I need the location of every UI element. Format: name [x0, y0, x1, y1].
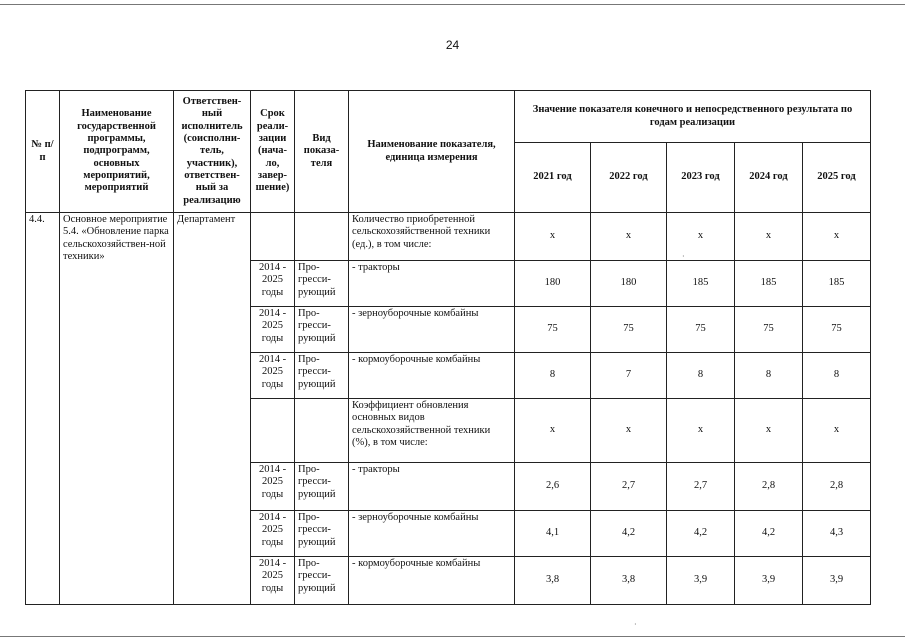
scan-dot: ·: [682, 252, 685, 261]
kind-cell: [295, 399, 349, 463]
value-cell: 2,7: [591, 463, 667, 511]
header-year: 2025 год: [803, 143, 871, 213]
kind-cell: Про-гресси-рующий: [295, 463, 349, 511]
value-cell: 180: [591, 261, 667, 307]
indicators-table: [25, 90, 871, 605]
top-scan-edge: [0, 4, 905, 5]
term-cell: 2014 - 2025 годы: [251, 353, 295, 399]
value-cell: х: [803, 213, 871, 261]
value-cell: 8: [667, 353, 735, 399]
kind-cell: [295, 213, 349, 261]
term-cell: 2014 - 2025 годы: [251, 511, 295, 557]
term-cell: 2014 - 2025 годы: [251, 463, 295, 511]
term-cell: 2014 - 2025 годы: [251, 261, 295, 307]
indicator-cell: - кормоуборочные комбайны: [349, 557, 515, 605]
bottom-scan-edge: [0, 636, 905, 637]
kind-cell: Про-гресси-рующий: [295, 511, 349, 557]
header-year: 2021 год: [515, 143, 591, 213]
value-cell: х: [735, 213, 803, 261]
value-cell: 4,2: [667, 511, 735, 557]
kind-cell: Про-гресси-рующий: [295, 353, 349, 399]
value-cell: х: [591, 213, 667, 261]
value-cell: 8: [735, 353, 803, 399]
value-cell: 180: [515, 261, 591, 307]
value-cell: 3,8: [591, 557, 667, 605]
entry-executor: Департамент: [174, 213, 251, 605]
header-program-name: Наименование государственной программы, подпрограмм, основных мероприятий, мероприятий: [60, 91, 174, 213]
value-cell: 75: [591, 307, 667, 353]
value-cell: х: [515, 399, 591, 463]
value-cell: 75: [803, 307, 871, 353]
value-cell: 3,9: [667, 557, 735, 605]
value-cell: х: [667, 213, 735, 261]
value-cell: х: [591, 399, 667, 463]
term-cell: [251, 399, 295, 463]
value-cell: 8: [803, 353, 871, 399]
entry-name: Основное мероприятие 5.4. «Обновление парка сельскохозяйствен-ной техники»: [60, 213, 174, 605]
indicator-cell: Количество приобретенной сельскохозяйственной техники (ед.), в том числе:: [349, 213, 515, 261]
header-num: № п/п: [26, 91, 60, 213]
value-cell: 75: [515, 307, 591, 353]
value-cell: 75: [667, 307, 735, 353]
value-cell: х: [803, 399, 871, 463]
value-cell: 3,9: [803, 557, 871, 605]
indicator-cell: - зерноуборочные комбайны: [349, 307, 515, 353]
page-number: 24: [445, 38, 460, 52]
indicator-cell: - тракторы: [349, 463, 515, 511]
value-cell: х: [667, 399, 735, 463]
value-cell: х: [515, 213, 591, 261]
entry-num: 4.4.: [26, 213, 60, 605]
value-cell: 185: [735, 261, 803, 307]
kind-cell: Про-гресси-рующий: [295, 261, 349, 307]
value-cell: 4,2: [735, 511, 803, 557]
indicator-cell: - кормоуборочные комбайны: [349, 353, 515, 399]
value-cell: 3,9: [735, 557, 803, 605]
kind-cell: Про-гресси-рующий: [295, 557, 349, 605]
table-body: [26, 213, 871, 605]
value-cell: 2,8: [735, 463, 803, 511]
value-cell: 4,1: [515, 511, 591, 557]
indicator-cell: - тракторы: [349, 261, 515, 307]
indicator-cell: - зерноуборочные комбайны: [349, 511, 515, 557]
term-cell: 2014 - 2025 годы: [251, 557, 295, 605]
value-cell: 2,7: [667, 463, 735, 511]
value-cell: 2,8: [803, 463, 871, 511]
table-row: [26, 213, 871, 261]
value-cell: 4,3: [803, 511, 871, 557]
header-executor: Ответствен-ный исполнитель (соисполни-тель, участник), ответствен-ный за реализацию: [174, 91, 251, 213]
value-cell: 75: [735, 307, 803, 353]
header-year: 2024 год: [735, 143, 803, 213]
value-cell: 4,2: [591, 511, 667, 557]
value-cell: 185: [803, 261, 871, 307]
value-cell: 8: [515, 353, 591, 399]
value-cell: 7: [591, 353, 667, 399]
header-year: 2022 год: [591, 143, 667, 213]
header-year: 2023 год: [667, 143, 735, 213]
header-indicator-name: Наименование показателя, единица измерения: [349, 91, 515, 213]
value-cell: 2,6: [515, 463, 591, 511]
value-cell: 3,8: [515, 557, 591, 605]
term-cell: [251, 213, 295, 261]
value-cell: 185: [667, 261, 735, 307]
value-cell: х: [735, 399, 803, 463]
indicator-cell: Коэффициент обновления основных видов сельскохозяйственной техники (%), в том числе:: [349, 399, 515, 463]
scan-dot: ·: [634, 620, 637, 629]
header-values-group: Значение показателя конечного и непосредственного результата по годам реализации: [515, 91, 871, 143]
term-cell: 2014 - 2025 годы: [251, 307, 295, 353]
header-term: Срок реали-зации (нача-ло, завер-шение): [251, 91, 295, 213]
kind-cell: Про-гресси-рующий: [295, 307, 349, 353]
header-indicator-kind: Вид показа-теля: [295, 91, 349, 213]
